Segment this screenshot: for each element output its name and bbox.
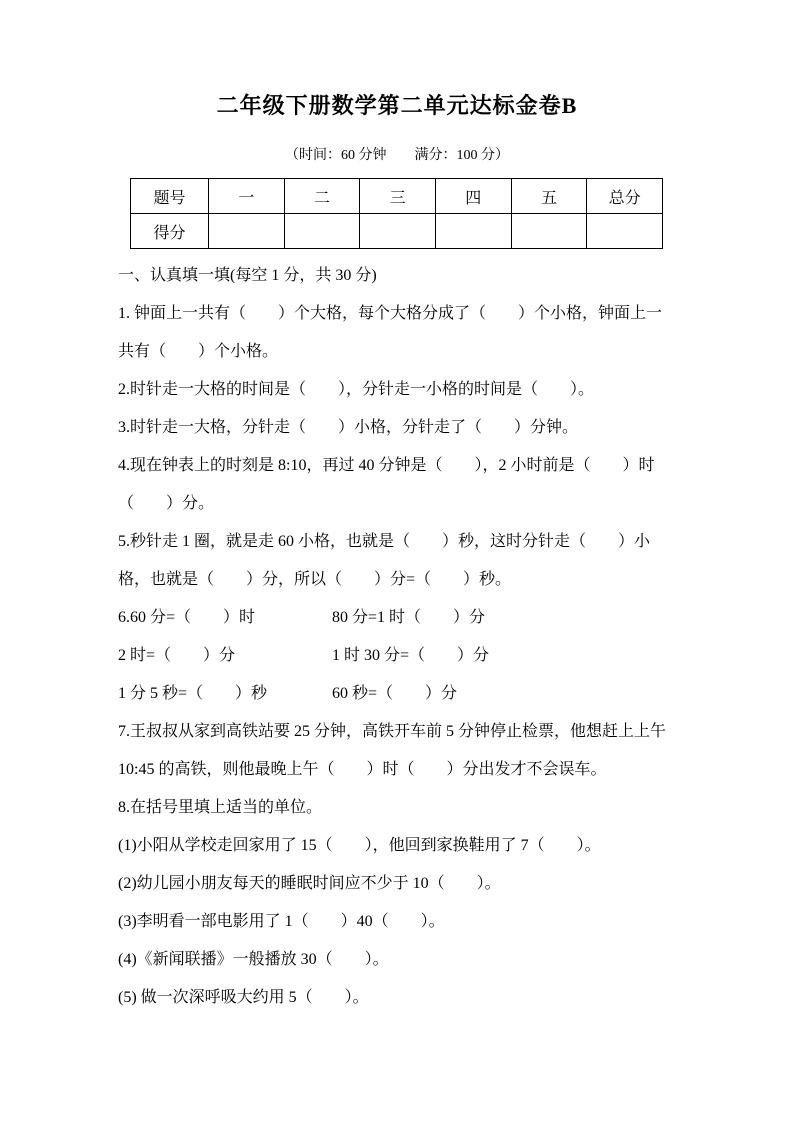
question-8-item-1: (1)小阳从学校走回家用了 15（ ），他回到家换鞋用了 7（ ）。 bbox=[118, 837, 601, 854]
question-6-row-2-right: 1 时 30 分=（ ）分 bbox=[332, 647, 490, 664]
question-7: 7.王叔叔从家到高铁站要 25 分钟，高铁开车前 5 分钟停止检票，他想赶上上午 10:45 的高铁，则他最晚上午（ ）时（ ）分出发才不会误车。 bbox=[118, 723, 667, 778]
section-heading: 一、认真填一填(每空 1 分，共 30 分) bbox=[118, 267, 377, 284]
question-8-item-5: (5) 做一次深呼吸大约用 5（ ）。 bbox=[118, 989, 369, 1006]
question-4: 4.现在钟表上的时刻是 8:10，再过 40 分钟是（ ），2 小时前是（ ）时（ ）分。 bbox=[118, 457, 655, 512]
question-6-row-3-right: 60 秒=（ ）分 bbox=[332, 685, 458, 702]
score-cell-total bbox=[587, 214, 663, 249]
question-6-row-3-left: 1 分 5 秒=（ ）秒 bbox=[118, 685, 268, 702]
section-fill-in-blanks bbox=[118, 257, 676, 1017]
question-6-row-2 bbox=[118, 637, 676, 675]
question-6-row-1-left: 6.60 分=（ ）时 bbox=[118, 609, 256, 626]
question-8: 8.在括号里填上适当的单位。 bbox=[118, 799, 323, 816]
question-1: 1. 钟面上一共有（ ）个大格，每个大格分成了（ ）个小格，钟面上一共有（ ）个小格。 bbox=[118, 305, 663, 360]
header-cell-4: 四 bbox=[435, 179, 511, 214]
question-8-item-4: (4)《新闻联播》一般播放 30（ ）。 bbox=[118, 951, 389, 968]
header-cell-1: 一 bbox=[209, 179, 285, 214]
score-table bbox=[130, 178, 663, 249]
header-cell-timu: 题号 bbox=[131, 179, 209, 214]
score-table-header-row bbox=[131, 179, 663, 214]
score-label-cell: 得分 bbox=[131, 214, 209, 249]
question-5: 5.秒针走 1 圈，就是走 60 小格，也就是（ ）秒，这时分针走（ ）小格，也就是（ ）分，所以（ ）分=（ ）秒。 bbox=[118, 533, 651, 588]
question-3: 3.时针走一大格，分针走（ ）小格，分针走了（ ）分钟。 bbox=[118, 419, 579, 436]
question-8-item-2: (2)幼儿园小朋友每天的睡眠时间应不少于 10（ ）。 bbox=[118, 875, 501, 892]
score-cell-1 bbox=[209, 214, 285, 249]
exam-meta: （时间：60 分钟 满分：100 分） bbox=[285, 148, 509, 163]
score-cell-3 bbox=[360, 214, 436, 249]
question-8-item-3: (3)李明看一部电影用了 1（ ）40（ ）。 bbox=[118, 913, 445, 930]
score-cell-5 bbox=[511, 214, 587, 249]
score-cell-4 bbox=[435, 214, 511, 249]
question-6-row-1 bbox=[118, 599, 676, 637]
question-2: 2.时针走一大格的时间是（ ），分针走一小格的时间是（ ）。 bbox=[118, 381, 595, 398]
question-6-row-2-left: 2 时=（ ）分 bbox=[118, 647, 236, 664]
question-6-row-3 bbox=[118, 675, 676, 713]
header-cell-total: 总分 bbox=[587, 179, 663, 214]
header-cell-5: 五 bbox=[511, 179, 587, 214]
score-cell-2 bbox=[284, 214, 360, 249]
header-cell-2: 二 bbox=[284, 179, 360, 214]
page-title: 二年级下册数学第二单元达标金卷B bbox=[216, 93, 578, 118]
question-6-row-1-right: 80 分=1 时（ ）分 bbox=[332, 609, 486, 626]
score-table-score-row bbox=[131, 214, 663, 249]
header-cell-3: 三 bbox=[360, 179, 436, 214]
